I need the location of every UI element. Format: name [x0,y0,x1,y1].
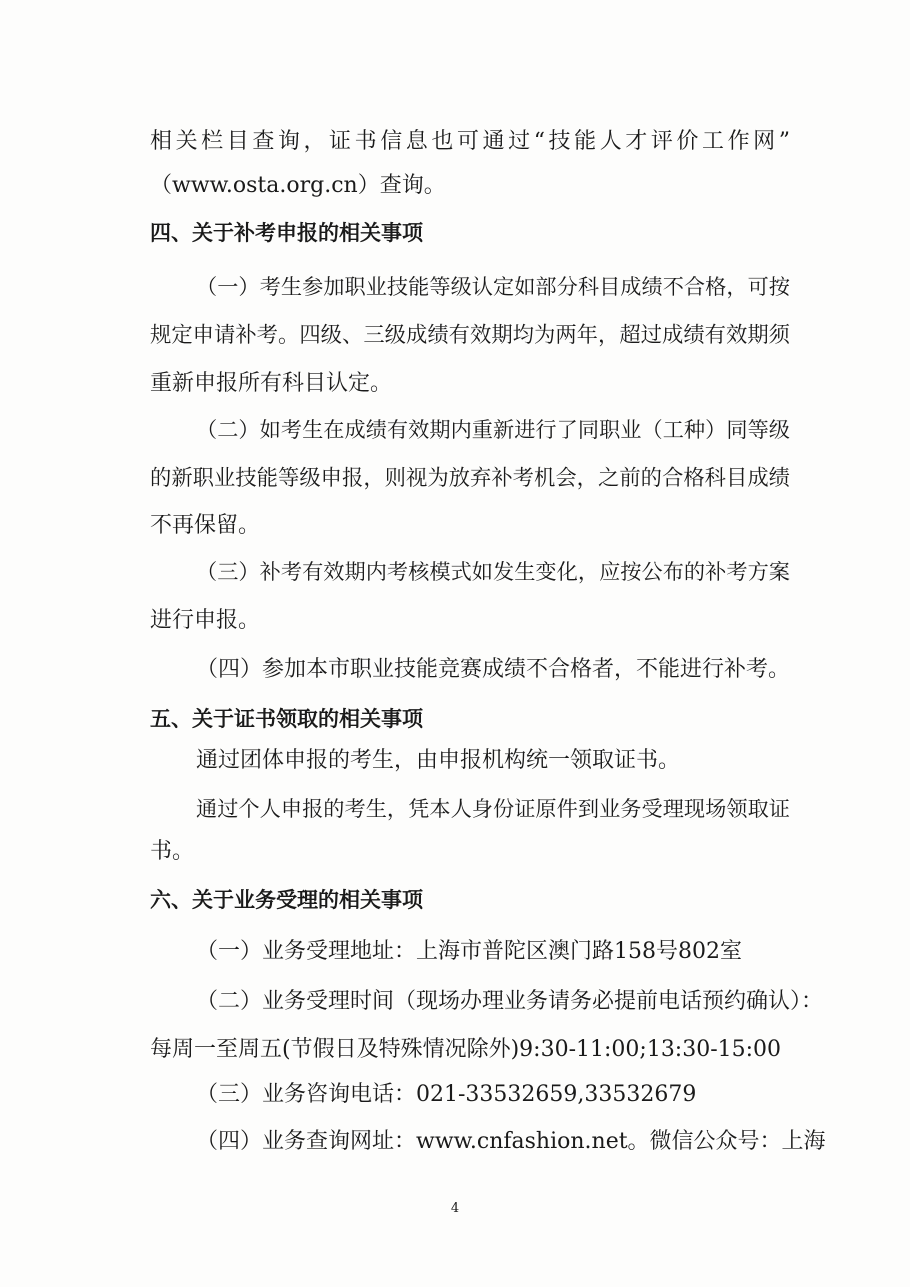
paragraph-line: （二）业务受理时间（现场办理业务请务必提前电话预约确认）： [196,989,824,1014]
paragraph-line: 不再保留。 [150,513,261,538]
paragraph-line: （三）业务咨询电话：021-33532659,33532679 [196,1082,697,1107]
paragraph-line: （三）补考有效期内考核模式如发生变化，应按公布的补考方案 [196,560,790,585]
paragraph-line: 通过团体申报的考生，由申报机构统一领取证书。 [196,748,681,773]
page-number: 4 [450,1201,460,1216]
paragraph-line: 的新职业技能等级申报，则视为放弃补考机会，之前的合格科目成绩 [150,466,790,491]
section-heading: 六、关于业务受理的相关事项 [150,888,423,912]
paragraph-line: 规定申请补考。四级、三级成绩有效期均为两年，超过成绩有效期须 [150,323,790,348]
paragraph-line: （四）参加本市职业技能竞赛成绩不合格者，不能进行补考。 [196,657,791,682]
paragraph-line: 重新申报所有科目认定。 [150,371,393,396]
paragraph-line: （一）考生参加职业技能等级认定如部分科目成绩不合格，可按 [196,275,790,300]
paragraph-line: 每周一至周五(节假日及特殊情况除外)9:30-11:00;13:30-15:00 [150,1037,782,1062]
paragraph-line: 进行申报。 [150,608,261,633]
paragraph-line: 通过个人申报的考生，凭本人身份证原件到业务受理现场领取证 [196,797,790,822]
section-heading: 五、关于证书领取的相关事项 [150,707,423,731]
paragraph-line: 相关栏目查询，证书信息也可通过“技能人才评价工作网” [150,129,790,154]
paragraph-line: （二）如考生在成绩有效期内重新进行了同职业（工种）同等级 [196,418,790,443]
paragraph-line: 书。 [150,839,195,864]
paragraph-line: （www.osta.org.cn）查询。 [150,173,446,198]
paragraph-line: （一）业务受理地址：上海市普陀区澳门路158号802室 [196,939,742,964]
section-heading: 四、关于补考申报的相关事项 [150,221,423,245]
paragraph-line: （四）业务查询网址：www.cnfashion.net。微信公众号：上海 [196,1129,826,1154]
